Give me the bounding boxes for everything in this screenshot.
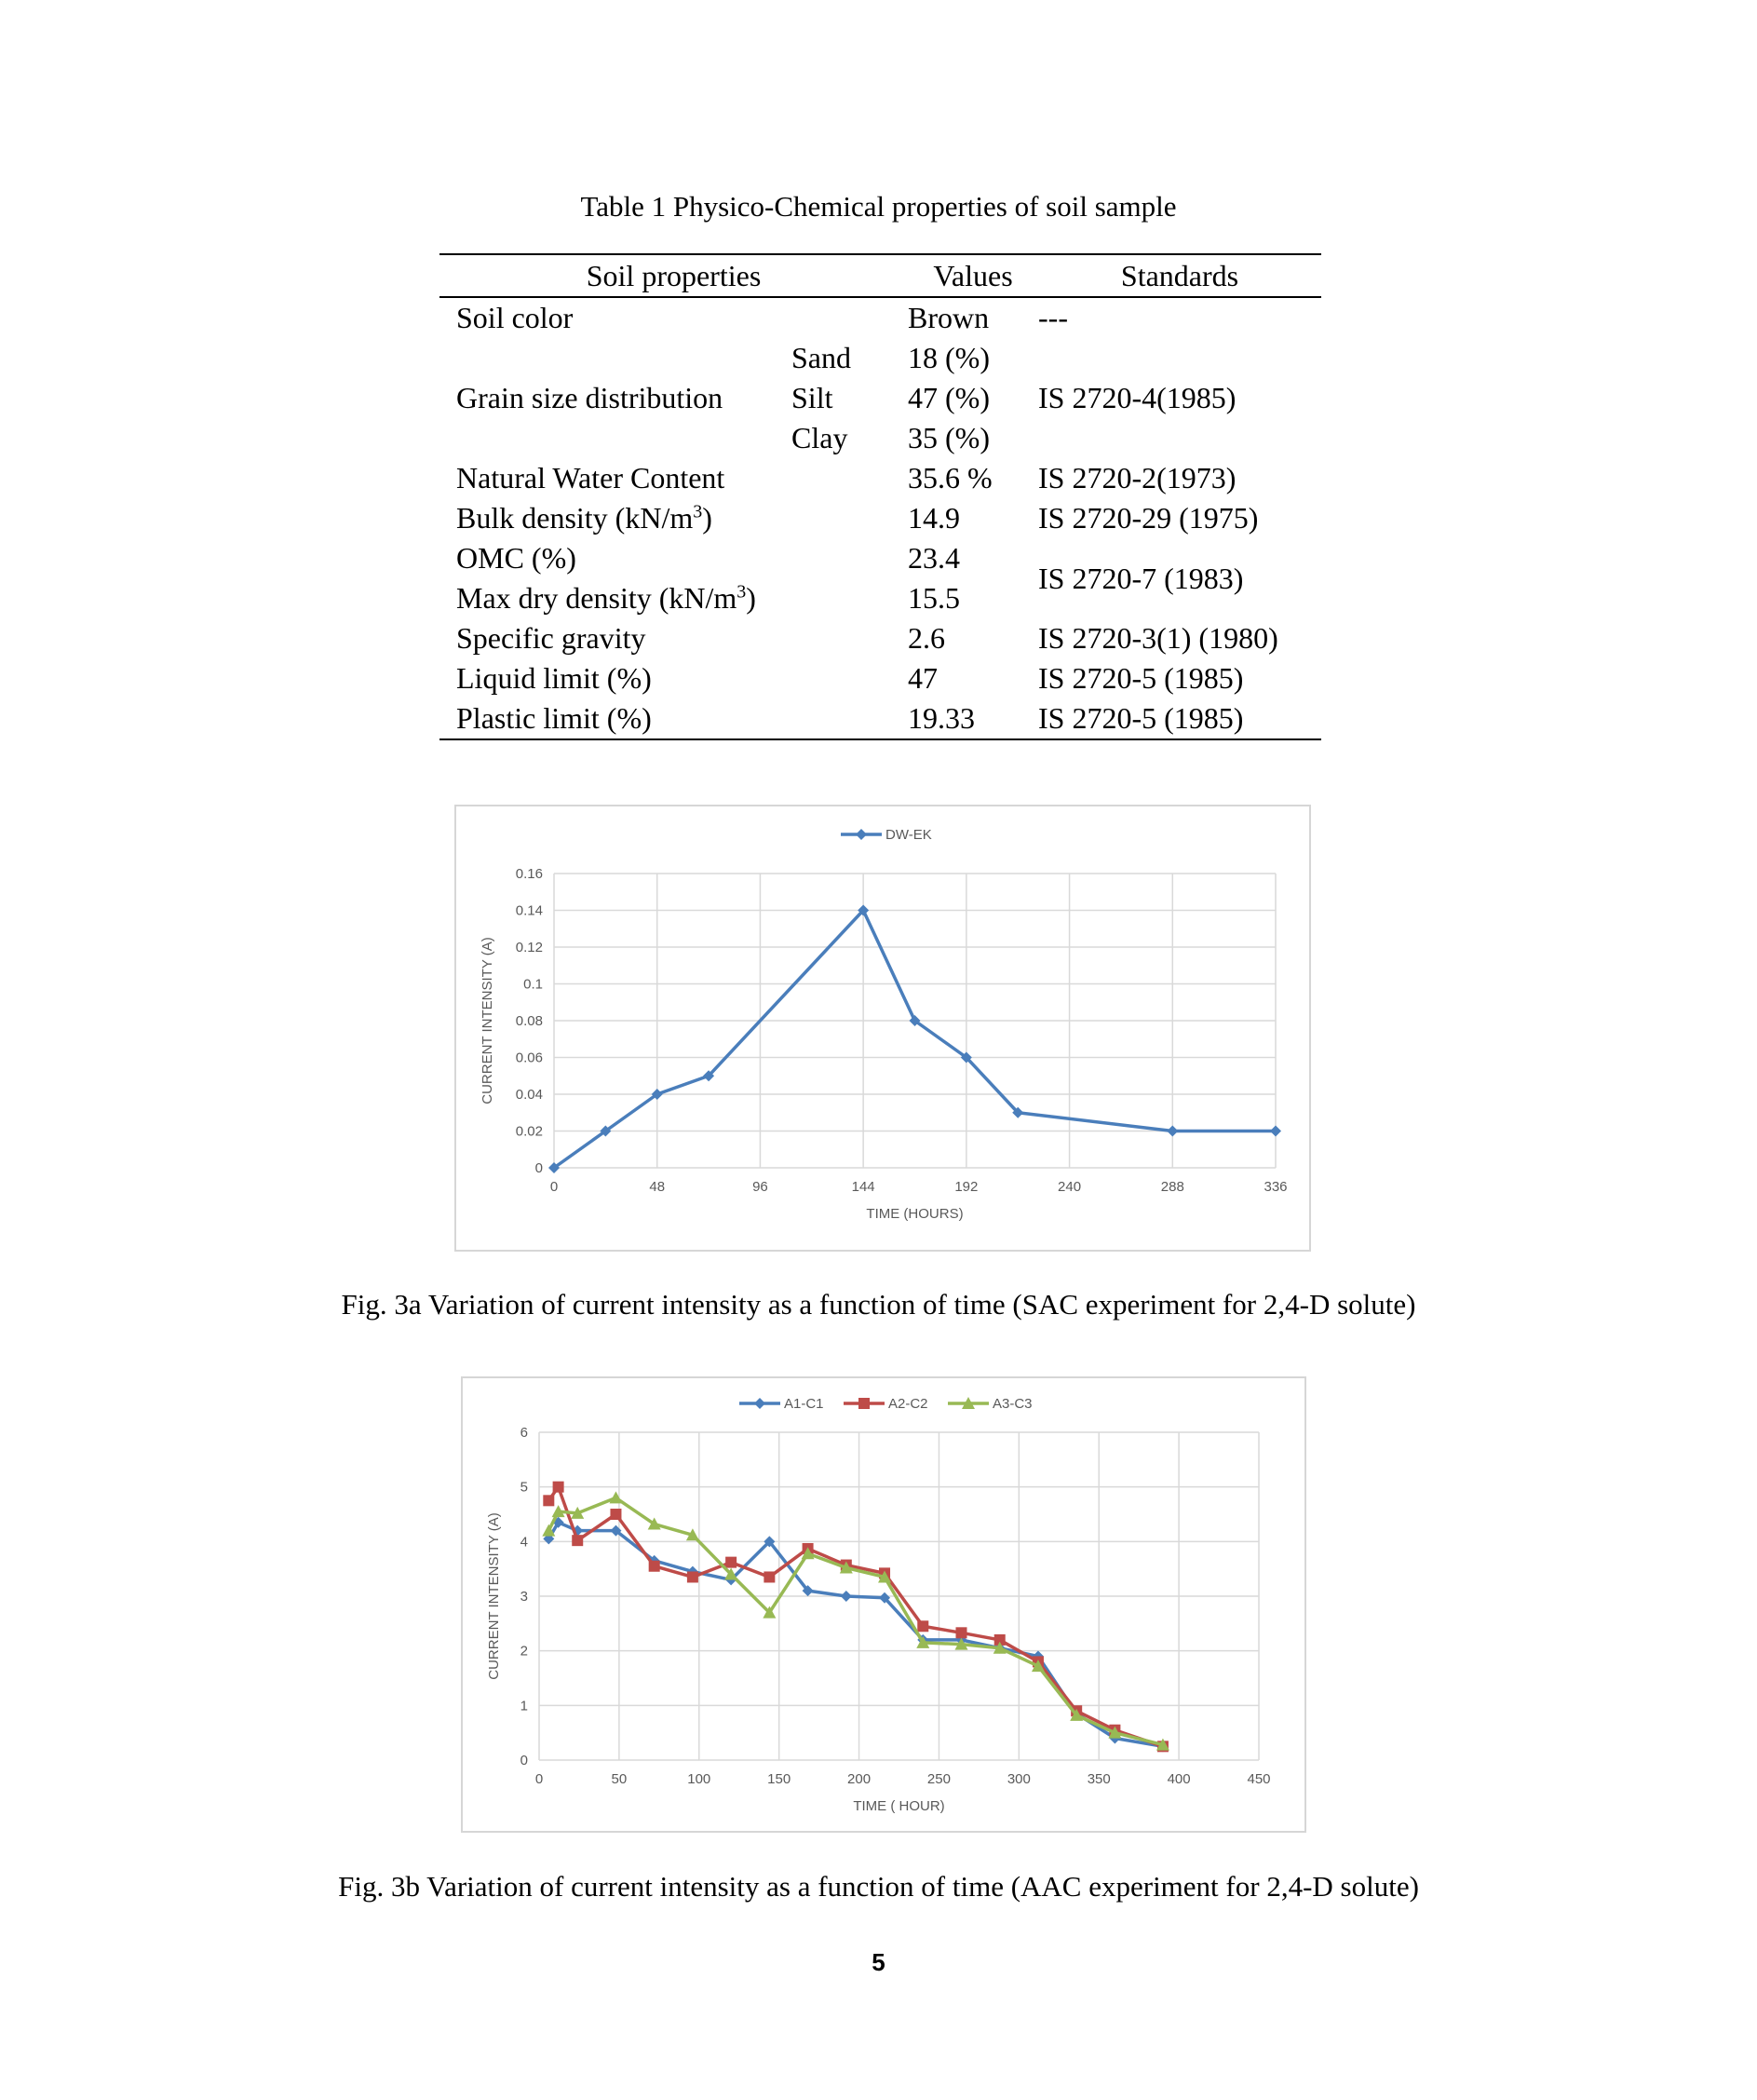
row-standard: IS 2720-7 (1983) [1038, 561, 1244, 595]
y-tick-label: 0.16 [515, 866, 543, 882]
data-point [754, 1398, 765, 1409]
y-tick-label: 4 [520, 1534, 528, 1551]
header-standards: Standards [1038, 254, 1321, 297]
row-standard: IS 2720-29 (1975) [1038, 501, 1259, 535]
soil-properties-table [439, 253, 1321, 740]
y-axis-title: CURRENT INTENSITY (A) [480, 937, 495, 1104]
x-tick-label: 300 [1007, 1771, 1031, 1787]
row-value: 18 (%) [908, 341, 990, 374]
table-row [439, 698, 1321, 739]
bulk-label: Bulk density (kN/m [456, 501, 694, 535]
mdd-label-end: ) [746, 581, 756, 615]
x-tick-label: 150 [767, 1771, 791, 1787]
data-point [687, 1571, 698, 1582]
series-line [548, 1523, 1163, 1747]
row-value: Brown [908, 301, 990, 334]
row-label [439, 578, 908, 618]
row-label [439, 338, 791, 378]
row-standard: IS 2720-4(1985) [1038, 381, 1237, 414]
y-tick-label: 0.1 [523, 976, 543, 993]
table-row [439, 498, 1321, 538]
x-tick-label: 0 [534, 1771, 544, 1787]
y-tick-label: 0 [520, 1753, 528, 1768]
x-tick-label: 350 [1087, 1771, 1111, 1787]
data-point [610, 1509, 621, 1520]
x-axis-title: TIME (HOURS) [866, 1206, 964, 1222]
row-label [439, 498, 908, 538]
legend-entry [948, 1396, 1033, 1412]
y-axis-title: CURRENT INTENSITY (A) [486, 1512, 502, 1680]
row-value: 2.6 [908, 621, 945, 655]
table-row [439, 658, 1321, 698]
row-label: OMC (%) [456, 541, 576, 575]
row-value: 47 [908, 661, 938, 695]
legend-label: A2-C2 [888, 1396, 928, 1412]
legend-label: A1-C1 [784, 1396, 824, 1412]
x-tick-label: 50 [611, 1771, 628, 1787]
x-tick-label: 100 [687, 1771, 711, 1787]
x-axis-title: TIME ( HOUR) [853, 1798, 945, 1814]
table-header-row [439, 254, 1321, 297]
data-point [1270, 1126, 1281, 1137]
legend-label: DW-EK [885, 827, 932, 843]
row-value: 47 (%) [908, 381, 990, 414]
data-point [553, 1482, 564, 1493]
y-tick-label: 0.02 [515, 1123, 543, 1140]
x-tick-label: 192 [954, 1179, 979, 1195]
row-standard: IS 2720-5 (1985) [1038, 698, 1321, 739]
legend-entry [841, 827, 932, 843]
y-tick-label: 2 [520, 1643, 528, 1660]
y-tick-label: 5 [520, 1479, 528, 1496]
data-point [1167, 1126, 1178, 1137]
table-row [439, 538, 1321, 578]
row-value: 15.5 [908, 581, 960, 615]
x-tick-label: 400 [1167, 1771, 1191, 1787]
table-row [439, 458, 1321, 498]
chart-3a-frame [454, 805, 1311, 1252]
legend-entry [844, 1396, 928, 1412]
x-tick-label: 250 [926, 1771, 951, 1787]
table-row [439, 297, 1321, 338]
y-tick-label: 1 [520, 1698, 528, 1714]
data-point [572, 1535, 583, 1546]
figure-3b-caption: Fig. 3b Variation of current intensity as a function of time (AAC experiment for 2,4-D solute) [338, 1870, 1419, 1903]
data-point [764, 1571, 775, 1582]
legend-label: A3-C3 [993, 1396, 1033, 1412]
row-value: 14.9 [908, 501, 960, 535]
row-standard [1038, 418, 1321, 458]
row-standard: --- [1038, 301, 1068, 334]
figure-3a-caption: Fig. 3a Variation of current intensity as a function of time (SAC experiment for 2,4-D solute) [341, 1288, 1416, 1321]
series-A3-C3 [542, 1491, 1169, 1750]
row-sub: Clay [791, 421, 848, 454]
table-row [439, 338, 1321, 378]
row-standard [1038, 338, 1321, 378]
y-tick-label: 0.12 [515, 940, 543, 955]
header-soil-properties: Soil properties [439, 254, 908, 297]
data-point [725, 1557, 737, 1568]
data-point [543, 1495, 554, 1506]
data-point [858, 1398, 870, 1409]
row-standard: IS 2720-5 (1985) [1038, 661, 1244, 695]
row-value: 35.6 % [908, 461, 993, 495]
data-point [856, 829, 867, 840]
data-point [917, 1620, 928, 1632]
header-values: Values [908, 254, 1038, 297]
x-tick-label: 0 [549, 1179, 559, 1195]
series-DW-EK [548, 905, 1281, 1174]
row-label: Specific gravity [456, 621, 646, 655]
y-tick-label: 0.04 [515, 1087, 543, 1103]
mdd-sup: 3 [737, 581, 747, 603]
table-caption: Table 1 Physico-Chemical properties of soil sample [580, 190, 1177, 223]
data-point [955, 1627, 966, 1638]
x-tick-label: 200 [847, 1771, 872, 1787]
table-row [439, 618, 1321, 658]
table-row [439, 418, 1321, 458]
y-tick-label: 6 [520, 1425, 528, 1441]
x-tick-label: 96 [752, 1179, 768, 1195]
row-label: Plastic limit (%) [439, 698, 908, 739]
row-value: 23.4 [908, 541, 960, 575]
y-tick-label: 0.14 [515, 902, 543, 919]
chart-3a [456, 806, 1309, 1250]
data-point [649, 1561, 660, 1572]
row-label: Grain size distribution [456, 381, 723, 414]
chart-3b-frame [461, 1376, 1306, 1833]
row-sub: Silt [791, 381, 833, 414]
y-tick-label: 0 [534, 1160, 543, 1176]
row-value: 19.33 [908, 698, 1038, 739]
row-sub [791, 297, 908, 338]
chart-3b [463, 1378, 1304, 1831]
x-tick-label: 48 [649, 1179, 666, 1195]
x-tick-label: 144 [851, 1179, 875, 1195]
series-line [554, 911, 1276, 1169]
table-row [439, 378, 1321, 418]
series-line [548, 1497, 1163, 1744]
row-value: 35 (%) [908, 421, 990, 454]
x-tick-label: 240 [1058, 1179, 1082, 1195]
mdd-label: Max dry density (kN/m [456, 581, 737, 615]
y-tick-label: 3 [520, 1589, 528, 1605]
row-label: Liquid limit (%) [456, 661, 652, 695]
bulk-sup: 3 [693, 501, 703, 522]
x-tick-label: 336 [1264, 1179, 1288, 1195]
row-label: Natural Water Content [456, 461, 725, 495]
data-point [609, 1491, 622, 1503]
data-point [841, 1591, 852, 1602]
x-tick-label: 288 [1160, 1179, 1184, 1195]
y-tick-label: 0.06 [515, 1050, 543, 1066]
row-label [439, 418, 791, 458]
row-standard: IS 2720-3(1) (1980) [1038, 621, 1278, 655]
x-tick-label: 450 [1247, 1771, 1271, 1787]
row-sub: Sand [791, 341, 851, 374]
bulk-label-end: ) [702, 501, 712, 535]
row-label: Soil color [456, 301, 574, 334]
y-tick-label: 0.08 [515, 1013, 543, 1029]
page-number: 5 [872, 1948, 885, 1976]
row-standard: IS 2720-2(1973) [1038, 461, 1237, 495]
legend-entry [739, 1396, 824, 1412]
